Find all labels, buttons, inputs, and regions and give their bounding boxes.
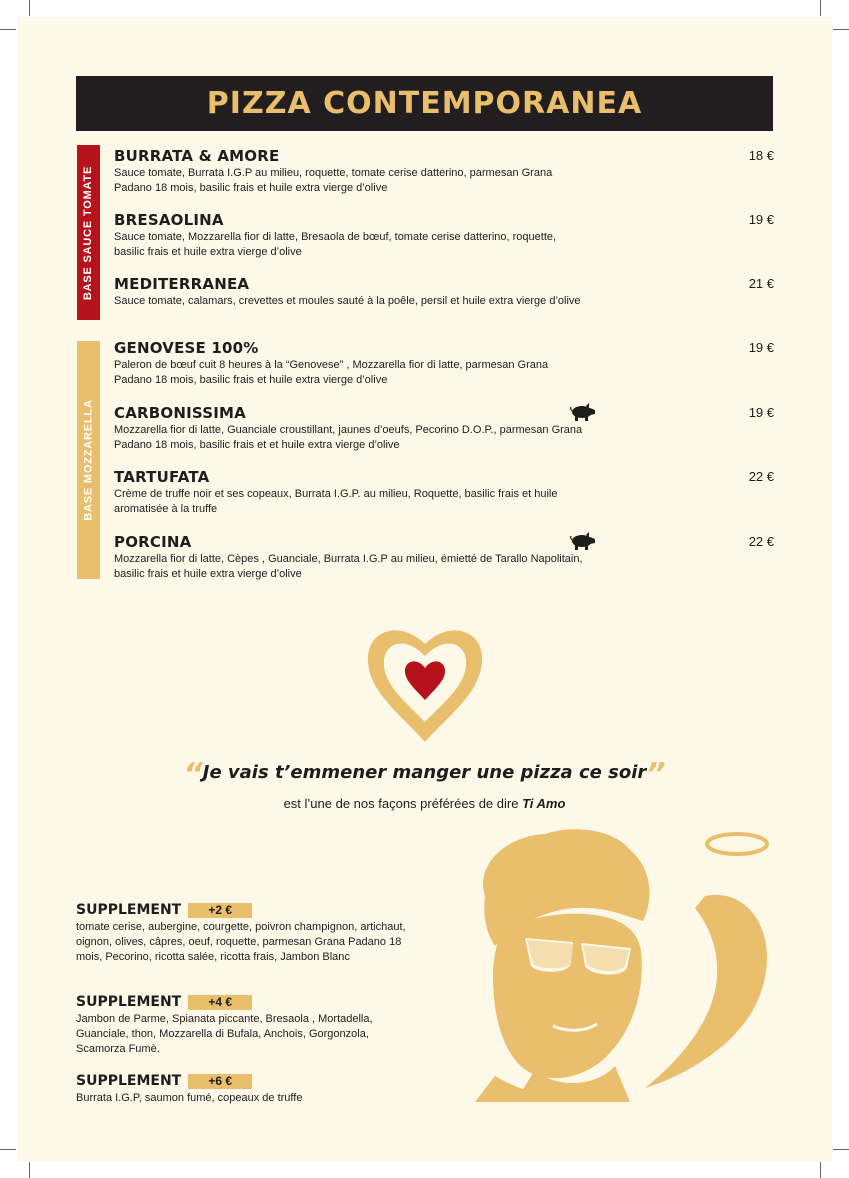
section-tab-mozzarella (77, 341, 100, 579)
menu-item (114, 275, 774, 309)
page-title: PIZZA CONTEMPORANEA (206, 86, 643, 121)
section-label-mozzarella: BASE MOZZARELLA (82, 399, 95, 521)
item-description: Paleron de bœuf cuit 8 heures à la “Genovese” , Mozzarella fior di latte, parmesan Grana Padano 18 mois, basilic frais et huile extra vierge d’olive (114, 359, 549, 386)
quote-open-mark: “ (183, 757, 203, 792)
supplement-title: SUPPLEMENT (76, 994, 182, 1010)
supplement-block (76, 994, 406, 1057)
menu-item (114, 533, 774, 582)
crop-mark (29, 0, 30, 16)
crop-mark (0, 29, 16, 30)
item-name: PORCINA (114, 533, 192, 551)
section-tab-tomate (77, 145, 100, 320)
crop-mark (833, 29, 849, 30)
supplement-list: Burrata I.G.P, saumon fumé, copeaux de truffe (76, 1092, 303, 1104)
menu-item (114, 404, 774, 453)
menu-item (114, 147, 774, 196)
supplement-title: SUPPLEMENT (76, 902, 182, 918)
item-price: 19 € (748, 340, 774, 355)
supplement-price-badge: +6 € (188, 1074, 252, 1089)
item-description: Sauce tomate, calamars, crevettes et moules sauté à la poêle, persil et huile extra vierge d’olive (114, 295, 581, 307)
portrait-illustration (455, 826, 785, 1106)
quote-line (0, 757, 849, 792)
supplement-price-badge: +4 € (188, 995, 252, 1010)
crop-mark (0, 1149, 16, 1150)
crop-mark (29, 1162, 30, 1178)
item-name: CARBONISSIMA (114, 404, 246, 422)
supplement-list: tomate cerise, aubergine, courgette, poivron champignon, artichaut, oignon, olives, câpres, oeuf, roquette, parmesan Grana Padano 18 mois, Pecorino, ricotta salée, ricotta frais, Jambon Blanc (76, 921, 406, 963)
item-name: BURRATA & AMORE (114, 147, 280, 165)
item-name: MEDITERRANEA (114, 275, 250, 293)
quote-subtitle (0, 796, 849, 811)
item-description: Crème de truffe noir et ses copeaux, Burrata I.G.P. au milieu, Roquette, basilic frais et huile aromatisée à la truffe (114, 488, 558, 515)
item-description: Sauce tomate, Mozzarella fior di latte, Bresaola de bœuf, tomate cerise datterino, roquette, basilic frais et huile extra vierge d’olive (114, 231, 557, 258)
pig-icon (570, 403, 596, 421)
supplement-title: SUPPLEMENT (76, 1073, 182, 1089)
crop-mark (833, 1149, 849, 1150)
section-label-tomate: BASE SAUCE TOMATE (82, 165, 95, 300)
supplement-block (76, 1073, 406, 1106)
item-name: TARTUFATA (114, 468, 210, 486)
item-price: 19 € (748, 405, 774, 420)
item-price: 18 € (748, 148, 774, 163)
menu-item (114, 339, 774, 388)
item-price: 19 € (748, 212, 774, 227)
item-description: Mozzarella fior di latte, Cèpes , Guanciale, Burrata I.G.P au milieu, émietté de Tarallo Napolitain, basilic frais et huile extra vierge d’olive (114, 553, 583, 580)
title-banner (76, 76, 773, 131)
quote-sub-emphasis: Ti Amo (522, 796, 566, 811)
item-price: 22 € (748, 469, 774, 484)
item-name: GENOVESE 100% (114, 339, 259, 357)
quote-sub-text: est l’une de nos façons préférées de dire (283, 796, 519, 811)
quote-close-mark: ” (646, 757, 666, 792)
item-name: BRESAOLINA (114, 211, 224, 229)
item-price: 22 € (748, 534, 774, 549)
supplement-price-badge: +2 € (188, 903, 252, 918)
heart-icon (360, 618, 490, 748)
menu-item (114, 468, 774, 517)
item-description: Mozzarella fior di latte, Guanciale croustillant, jaunes d’oeufs, Pecorino D.O.P., parmesan Grana Padano 18 mois, basilic frais et et huile extra vierge d’olive (114, 424, 583, 451)
crop-mark (820, 0, 821, 16)
supplement-block (76, 902, 406, 965)
pig-icon (570, 532, 596, 550)
item-price: 21 € (748, 276, 774, 291)
item-description: Sauce tomate, Burrata I.G.P au milieu, roquette, tomate cerise datterino, parmesan Grana Padano 18 mois, basilic frais et huile extra vierge d’olive (114, 167, 553, 194)
menu-item (114, 211, 774, 260)
crop-mark (820, 1162, 821, 1178)
quote-text: Je vais t’emmener manger une pizza ce soir (202, 762, 647, 783)
supplement-list: Jambon de Parme, Spianata piccante, Bresaola , Mortadella, Guanciale, thon, Mozzarella di Bufala, Anchois, Gorgonzola, Scamorza Fumè. (76, 1013, 373, 1055)
